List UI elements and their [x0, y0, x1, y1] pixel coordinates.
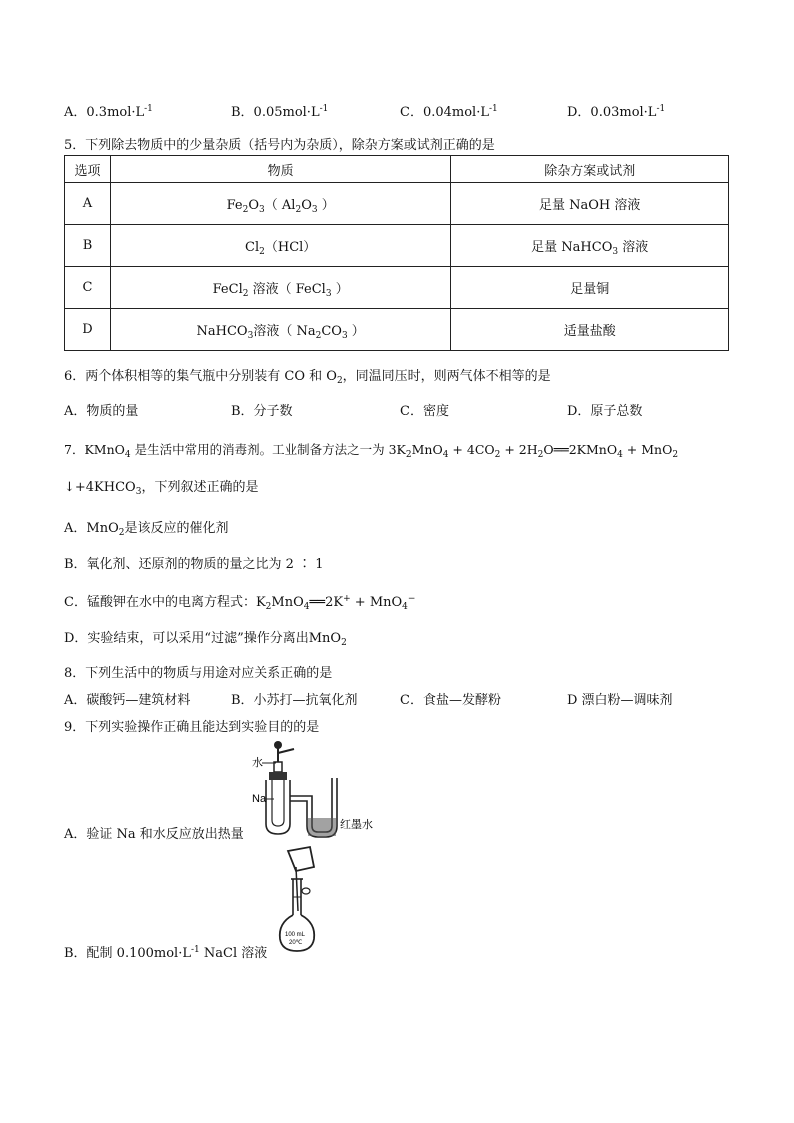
row-reagent: 适量盐酸 — [451, 309, 729, 351]
q5-table — [64, 155, 729, 351]
q5-table-row — [65, 267, 729, 309]
red-ink-label: 红墨水 — [340, 819, 373, 831]
row-reagent: 足量铜 — [451, 267, 729, 309]
q5-table-row — [65, 183, 729, 225]
water-label: 水 — [252, 757, 263, 769]
q4-option-a: A．$0.3mol\cdot L^{-1}$ — [64, 104, 153, 120]
q8-option-c: C．食盐—发酵粉 — [400, 693, 501, 708]
q4-option-c: C．$0.04mol\cdot L^{-1}$ — [400, 104, 498, 120]
row-reagent: 足量 NaHCO$_3$ 溶液 — [451, 225, 729, 267]
q7-option-b: B．氧化剂、还原剂的物质的量之比为 2 ∶ 1 — [64, 557, 324, 572]
flask-temp-label: 20℃ — [289, 940, 303, 946]
q6-option-b: B．分子数 — [231, 404, 293, 419]
q8-option-a: A．碳酸钙—建筑材料 — [64, 693, 191, 708]
q9-option-b: B．配制 $0.100mol\cdot L^{-1}$ NaCl 溶液 — [64, 945, 268, 961]
flask-capacity-label: 100 mL — [285, 932, 306, 938]
q5-table-row — [65, 225, 729, 267]
na-water-apparatus-figure — [248, 738, 398, 838]
row-reagent: 足量 NaOH 溶液 — [451, 183, 729, 225]
row-substance: NaHCO$_3$溶液（ $Na_2CO_3$ ） — [110, 309, 450, 351]
na-label: Na — [252, 793, 267, 805]
q5-table-row — [65, 309, 729, 351]
q9-stem: 9．下列实验操作正确且能达到实验目的的是 — [64, 720, 320, 735]
row-option: C — [65, 267, 111, 309]
q4-option-d: D．$0.03mol\cdot L^{-1}$ — [567, 104, 666, 120]
q6-option-d: D．原子总数 — [567, 404, 643, 419]
header-substance: 物质 — [110, 156, 450, 183]
q8-option-d: D 漂白粉—调味剂 — [567, 693, 673, 708]
q7-stem-line1: 7．KMnO$_4$ 是生活中常用的消毒剂。工业制备方法之一为 $3K_2MnO_4 + 4CO_2$ + $2H_2O══2KMnO_4 + MnO_2$ — [64, 442, 679, 460]
row-substance: $Fe_2O_3$（ $Al_2O_3$ ） — [110, 183, 450, 225]
q7-option-a: A．MnO$_2$是该反应的催化剂 — [64, 521, 229, 538]
q8-stem: 8．下列生活中的物质与用途对应关系正确的是 — [64, 666, 333, 681]
q5-table-header — [65, 156, 729, 183]
q8-option-b: B．小苏打—抗氧化剂 — [231, 693, 358, 708]
q7-stem-line2: $↓+4KHCO_3$，下列叙述正确的是 — [64, 480, 259, 497]
row-option: A — [65, 183, 111, 225]
row-substance: FeCl$_2$ 溶液（ FeCl$_3$ ） — [110, 267, 450, 309]
q6-stem: 6．两个体积相等的集气瓶中分别装有 CO 和 $O_2$，同温同压时，则两气体不相等的是 — [64, 369, 551, 386]
row-option: B — [65, 225, 111, 267]
row-substance: $Cl_2(HCl)$ — [110, 225, 450, 267]
q6-option-c: C．密度 — [400, 404, 449, 419]
q5-stem: 5．下列除去物质中的少量杂质（括号内为杂质），除杂方案或试剂正确的是 — [64, 138, 495, 153]
q9-option-a: A．验证 Na 和水反应放出热量 — [64, 827, 244, 842]
q6-option-a: A．物质的量 — [64, 404, 139, 419]
row-option: D — [65, 309, 111, 351]
header-option: 选项 — [65, 156, 111, 183]
q4-option-b: B．$0.05mol\cdot L^{-1}$ — [231, 104, 329, 120]
q7-option-d: D．实验结束，可以采用“过滤”操作分离出MnO$_2$ — [64, 631, 347, 648]
volumetric-flask-figure — [272, 845, 332, 957]
q7-option-c: C．锰酸钾在水中的电离方程式：$K_2MnO_4══2K^+ + MnO_4^-$ — [64, 594, 416, 612]
header-reagent: 除杂方案或试剂 — [451, 156, 729, 183]
